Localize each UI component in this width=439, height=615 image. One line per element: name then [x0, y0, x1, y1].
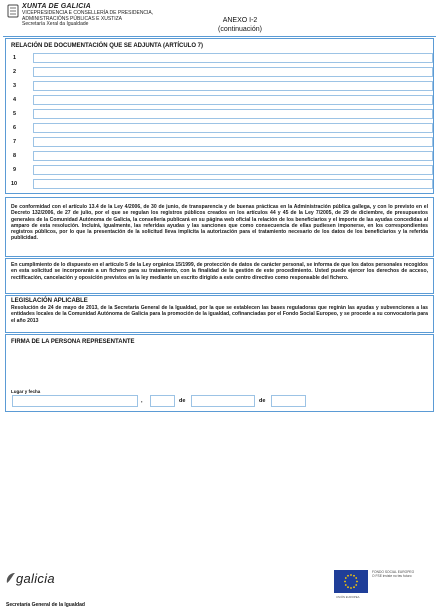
document-field-6[interactable]: [33, 123, 433, 133]
row-number: 6: [13, 125, 17, 131]
org-line-3: Secretaría Xeral da Igualdade: [22, 21, 89, 28]
row-number: 8: [13, 153, 17, 159]
place-field[interactable]: [12, 395, 138, 407]
annex-heading: [200, 16, 280, 34]
document-field-8[interactable]: [33, 151, 433, 161]
header-organization: [22, 3, 153, 28]
eu-flag-icon: [334, 570, 368, 593]
org-line-1: VICEPRESIDENCIA E CONSELLERÍA DE PRESIDENCIA,: [22, 10, 154, 16]
row-number: 4: [13, 97, 17, 103]
signature-section: [5, 334, 434, 412]
document-field-10[interactable]: [33, 179, 433, 189]
legislation-text: Resolución de 24 de mayo de 2013, de la Secretaría General de la Igualdad, por la que se establecen las bases reguladoras que regirán las ayudas y subvenciones a las entidades locales de la Comunidad Autónoma de Galicia para la promoción de la igualdad, cofinanciadas por el Fondo Social Europeo, y se procede a su convocatoria para el año 2013: [11, 305, 428, 324]
day-field[interactable]: [150, 395, 175, 407]
documentation-list-title: RELACIÓN DE DOCUMENTACIÓN QUE SE ADJUNTA (ARTÍCULO 7): [11, 43, 203, 49]
row-number: 7: [13, 139, 17, 145]
document-field-5[interactable]: [33, 109, 433, 119]
row-number: 9: [13, 167, 17, 173]
eu-caption: UNIÓN EUROPEA: [336, 595, 360, 599]
data-protection-notice: [5, 258, 434, 294]
galicia-logo: galicia: [16, 571, 55, 586]
secretaria-footer: Secretaría General de la Igualdad: [6, 602, 85, 608]
galicia-logo-icon: [5, 571, 17, 585]
row-number: 3: [13, 83, 17, 89]
data-protection-text: En cumplimiento de lo dispuesto en el artículo 5 de la Ley orgánica 15/1999, de protección de datos de carácter personal, se informa de que los datos personales recogidos en esta solicitud se incorporarán a un fichero para su tratamiento, con la finalidad de la gestión de este procedimiento. Usted puede ejercer los derechos de acceso, rectificación, cancelación y oposición previstos en la ley mediante un escrito dirigido a este centro directivo como responsable del fichero.: [11, 262, 428, 281]
fse-line-2: O FSE inviste no teu futuro: [372, 574, 412, 578]
document-field-7[interactable]: [33, 137, 433, 147]
place-date-label: Lugar y fecha: [11, 389, 41, 394]
fse-caption: [372, 570, 414, 578]
comma-separator: ,: [141, 398, 143, 404]
row-number: 5: [13, 111, 17, 117]
row-number: 1: [13, 55, 17, 61]
org-line-2: ADMINISTRACIÓNS PÚBLICAS E XUSTIZA: [22, 15, 123, 22]
transparency-notice: [5, 197, 434, 257]
legislation-section: [5, 295, 434, 333]
signature-title: FIRMA DE LA PERSONA REPRESENTANTE: [11, 339, 135, 345]
document-field-9[interactable]: [33, 165, 433, 175]
documentation-list-section: [5, 38, 434, 194]
document-field-3[interactable]: [33, 81, 433, 91]
brand-name: XUNTA DE GALICIA: [22, 3, 91, 10]
legislation-title: LEGISLACIÓN APLICABLE: [11, 298, 88, 304]
document-field-2[interactable]: [33, 67, 433, 77]
de-separator-1: de: [179, 398, 186, 404]
row-number: 10: [11, 181, 18, 187]
annex-title: ANEXO I-2: [222, 17, 258, 24]
document-field-4[interactable]: [33, 95, 433, 105]
year-field[interactable]: [271, 395, 306, 407]
header-divider: [3, 36, 436, 37]
de-separator-2: de: [259, 398, 266, 404]
document-field-1[interactable]: [33, 53, 433, 63]
fse-line-1: FONDO SOCIAL EUROPEO: [372, 570, 415, 574]
xunta-crest-icon: [6, 4, 20, 18]
annex-subtitle: (continuación): [218, 26, 262, 33]
row-number: 2: [13, 69, 17, 75]
month-field[interactable]: [191, 395, 255, 407]
transparency-text: De conformidad con el artículo 13.4 de la Ley 4/2006, de 30 de junio, de transparencia y de buenas prácticas en la Administración pública gallega, y con lo previsto en el Decreto 132/2006, de 27 de julio, por el que se regulan los registros públicos creados en los artículos 44 y 45 de la Ley 7/2005, de 29 de diciembre, de presupuestos generales de la Comunidad Autónoma de Galicia, la consellería publicará en su página web oficial la relación de los beneficiarios y el importe de las ayudas concedidas al amparo de esta resolución. Incluirá, igualmente, las referidas ayudas y las sanciones que como consecuencia de ellas pudiesen imponerse, en los correspondientes registros públicos, por lo que la presentación de la solicitud lleva implícita la autorización para el tratamiento necesario de los datos de los beneficiarios y la referida publicidad.: [11, 204, 428, 242]
